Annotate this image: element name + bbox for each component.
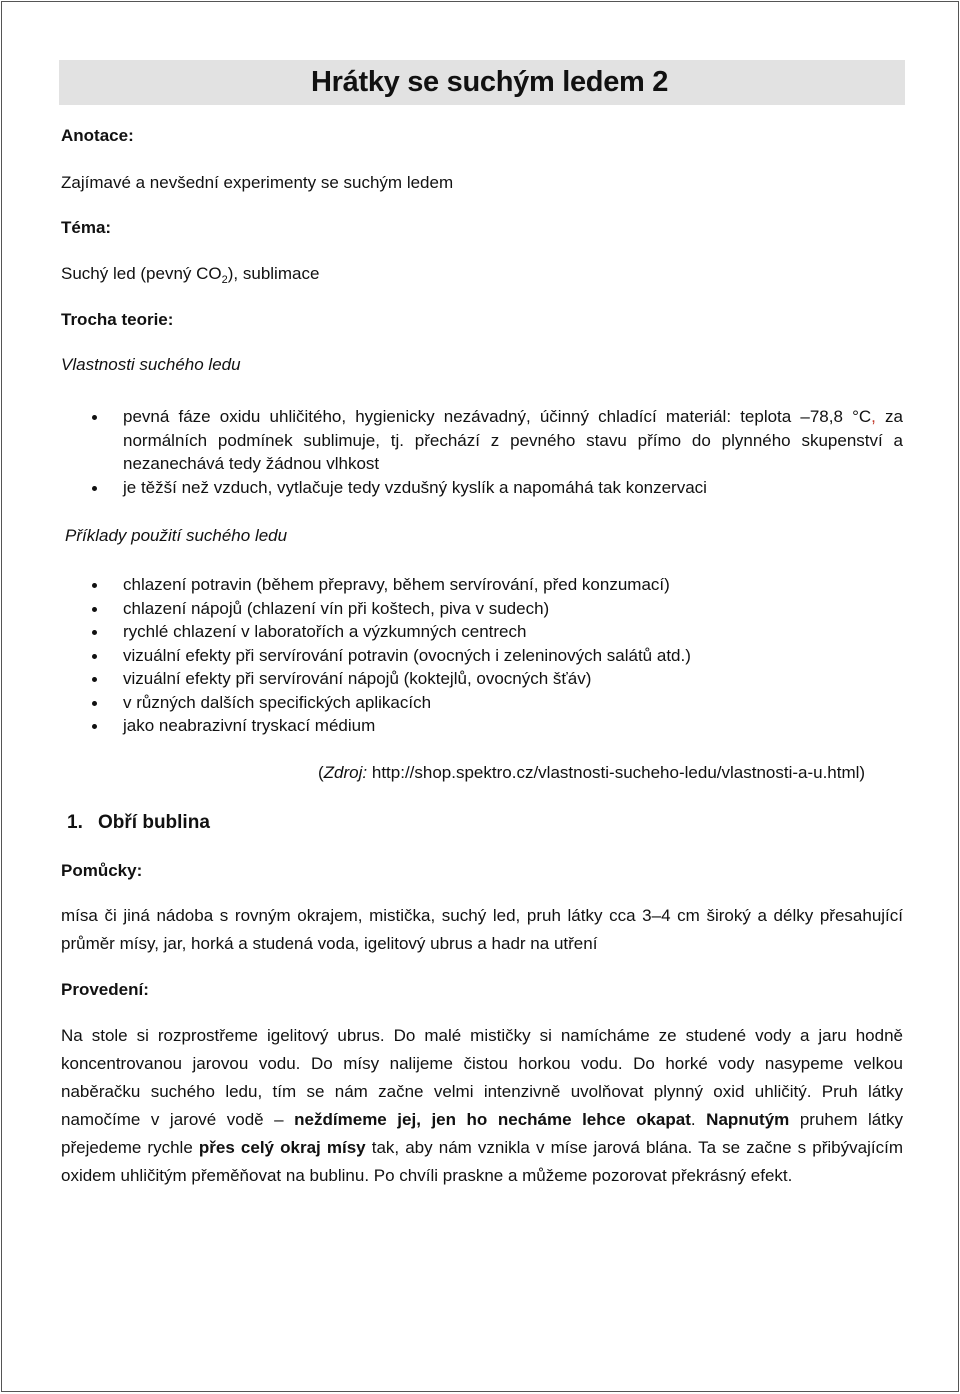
procedure-l4-d: Napnutým — [706, 1110, 790, 1129]
bullet-icon — [92, 607, 97, 612]
topic-text-after: ), sublimace — [227, 264, 320, 283]
procedure-l5-a: přejedeme rychle — [61, 1138, 193, 1157]
procedure-line-1: Na stole si rozprostřeme igelitový ubrus. Do malé mističky si namícháme ze studené vody a jaru hodně — [61, 1026, 903, 1045]
usage-item: vizuální efekty při servírování nápojů (koktejlů, ovocných šťáv) — [123, 669, 592, 688]
bullet-icon — [92, 583, 97, 588]
theory-list — [2, 405, 903, 499]
usage-list — [2, 573, 691, 738]
usage-item: chlazení potravin (během přepravy, během servírování, před konzumací) — [123, 575, 670, 594]
usage-item: chlazení nápojů (chlazení vín při koštech, piva v sudech) — [123, 598, 550, 618]
procedure-label: Provedení: — [61, 980, 149, 999]
list-item — [2, 691, 691, 715]
procedure-l5-b: přes celý okraj mísy — [198, 1138, 366, 1157]
topic-subscript: 2 — [221, 274, 228, 286]
procedure-l4-c: . — [690, 1110, 696, 1129]
theory-bullet-2: je těžší než vzduch, vytlačuje tedy vzdušný kyslík a napomáhá tak konzervaci — [123, 477, 707, 497]
bullet-icon — [92, 486, 97, 491]
tools-line-2: průměr mísy, jar, horká a studená voda, igelitový ubrus a hadr na utření — [61, 934, 598, 953]
procedure-line-2: koncentrovanou jarovou vodu. Do mísy nalijeme čistou horkou vodu. Do horké vody nasypeme velkou — [61, 1054, 903, 1073]
list-item — [2, 476, 903, 500]
theory-bullet-1-before: pevná fáze oxidu uhličitého, hygienicky nezávadný, účinný chladící materiál: teplota –78,8 °C — [123, 407, 872, 426]
usage-item: vizuální efekty při servírování potravin (ovocných i zeleninových salátů atd.) — [123, 645, 691, 665]
usage-item: rychlé chlazení v laboratořích a výzkumných centrech — [123, 622, 527, 641]
procedure-l4-a: namočíme v jarové vodě – — [61, 1110, 284, 1129]
topic-label: Téma: — [61, 218, 112, 237]
tools-line-1: mísa či jiná nádoba s rovným okrajem, mistička, suchý led, pruh látky cca 3–4 cm široký a délky přesahující — [61, 906, 903, 925]
list-item — [2, 644, 691, 668]
title-bar — [59, 60, 905, 105]
list-item — [2, 714, 691, 738]
theory-bullet-1-after: za normálních podmínek sublimuje, tj. přechází z pevného stavu přímo do plynného skupenství a nezanechává tedy žádnou vlhkost — [123, 407, 903, 473]
list-item — [2, 573, 691, 597]
list-item — [2, 667, 691, 691]
source-label: Zdroj: — [323, 763, 368, 782]
source-url[interactable]: http://shop.spektro.cz/vlastnosti-sucheho-ledu/vlastnosti-a-u.html) — [367, 763, 866, 782]
usage-item: v různých dalších specifických aplikacích — [123, 692, 432, 712]
annotation-text: Zajímavé a nevšední experimenty se suchým ledem — [61, 173, 454, 192]
bullet-icon — [92, 701, 97, 706]
topic-text — [61, 264, 319, 284]
source-citation — [318, 763, 865, 783]
bullet-icon — [92, 724, 97, 729]
source-open-paren: ( — [318, 763, 324, 782]
bullet-icon — [92, 677, 97, 682]
procedure-line-5 — [61, 1138, 903, 1158]
bullet-icon — [92, 654, 97, 659]
list-item — [2, 620, 691, 644]
list-item — [2, 597, 691, 621]
procedure-line-6: oxidem uhličitým přeměňovat na bublinu. Po chvíli praskne a můžeme pozorovat překrásný efekt. — [61, 1166, 793, 1185]
theory-bullet-1-comma: , — [871, 407, 876, 426]
procedure-l5-c: tak, aby nám vznikla v míse jarová blána. Ta se začne s přibývajícím — [371, 1138, 903, 1157]
section-number: 1. — [67, 812, 83, 833]
procedure-l4-e: pruhem látky — [799, 1110, 903, 1129]
procedure-line-4 — [61, 1110, 903, 1130]
annotation-label: Anotace: — [61, 126, 134, 145]
page-title: Hrátky se suchým ledem 2 — [311, 66, 669, 98]
usage-subheading: Příklady použití suchého ledu — [65, 526, 288, 545]
theory-label: Trocha teorie: — [61, 310, 174, 329]
document-page — [1, 1, 959, 1392]
section-title: Obří bublina — [98, 812, 210, 833]
procedure-l4-b: neždímeme jej, jen ho necháme lehce okapat — [294, 1110, 691, 1129]
bullet-icon — [92, 415, 97, 420]
procedure-line-3: naběračku suchého ledu, tím se nám začne velmi intenzivně uvolňovat plynný oxid uhličitý. Pruh látky — [61, 1082, 903, 1101]
bullet-icon — [92, 630, 97, 635]
list-item — [2, 405, 903, 476]
topic-text-before: Suchý led (pevný CO — [61, 264, 222, 283]
tools-label: Pomůcky: — [61, 861, 143, 880]
usage-item: jako neabrazivní tryskací médium — [123, 716, 376, 735]
theory-subheading: Vlastnosti suchého ledu — [61, 355, 241, 374]
